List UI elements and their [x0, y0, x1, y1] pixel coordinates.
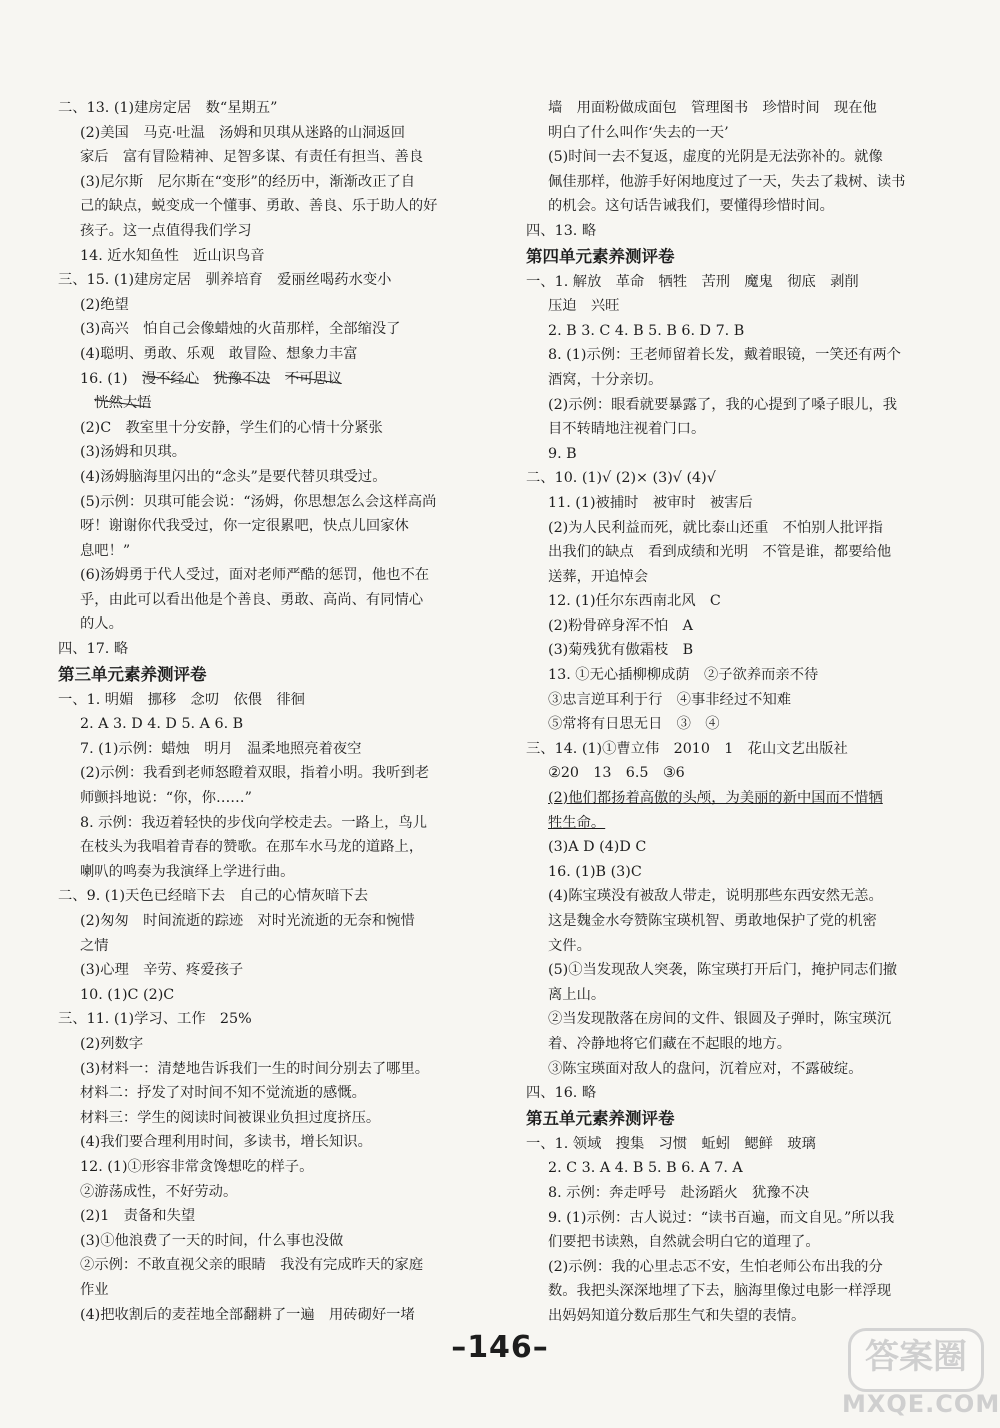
- answer-text: (6)汤姆勇于代人受过，面对老师严酷的惩罚，他也不在: [80, 567, 430, 584]
- answer-line: [58, 367, 462, 392]
- answer-text: (3)心理 辛劳、疼爱孩子: [80, 962, 244, 979]
- answer-line: [58, 712, 462, 737]
- answer-text: 材料二：抒发了对时间不知不觉流逝的感慨。: [80, 1085, 366, 1102]
- answer-text: 出我们的缺点 看到成绩和光明 不管是谁，都要给他: [548, 544, 892, 561]
- crossed-out-text: 漫不经心: [141, 370, 200, 387]
- answer-text: 材料三：学生的阅读时间被课业负担过度挤压。: [80, 1109, 381, 1126]
- answer-line: [526, 737, 922, 762]
- answer-text: 这是魏金水夸赞陈宝瑛机智、勇敢地保护了党的机密: [548, 913, 877, 929]
- answer-text: 第五单元素养测评卷: [526, 1108, 675, 1128]
- answer-line: [526, 1206, 922, 1231]
- crossed-out-word: [213, 371, 270, 387]
- answer-text: 第四单元素养测评卷: [526, 246, 675, 266]
- section-heading: [526, 1106, 922, 1132]
- answer-line: [526, 761, 922, 786]
- answer-line: [58, 219, 462, 244]
- answer-line: [58, 1155, 462, 1180]
- answer-line: [526, 565, 922, 590]
- answer-line: [526, 638, 922, 663]
- answer-text: (4)我们要合理利用时间，多读书，增长知识。: [80, 1134, 372, 1151]
- answer-line: [58, 1032, 462, 1057]
- answer-line: [58, 1007, 462, 1032]
- answer-line: [58, 194, 462, 219]
- answer-text: 离上山。: [548, 986, 606, 1003]
- section-heading: [58, 662, 462, 688]
- answer-text: ②当发现散落在房间的文件、银圆及子弹时，陈宝瑛沉: [548, 1011, 892, 1028]
- answer-text: 目不转睛地注视着门口。: [548, 421, 706, 438]
- answer-line: [526, 811, 922, 836]
- answer-line: [526, 958, 922, 983]
- answer-line: [526, 1032, 922, 1057]
- answer-line: [526, 466, 922, 491]
- answer-line: [526, 1132, 922, 1157]
- answer-text: 佩佳那样，他游手好闲地度过了一天，失去了栽树、读书: [548, 173, 906, 190]
- answer-text: 息吧！”: [80, 542, 131, 559]
- answer-text: (3)材料一：清楚地告诉我们一生的时间分别去了哪里。: [80, 1060, 430, 1077]
- answer-text: 送葬，开追悼会: [548, 568, 649, 585]
- answer-text: ③忠言逆耳利于行 ④事非经过不知难: [548, 691, 792, 708]
- answer-text: (2)他们都扬着高傲的头颅，为美丽的新中国而不惜牺: [548, 790, 883, 807]
- answer-text: (2)绝望: [80, 296, 129, 313]
- answer-text: 三、11. (1)学习、工作 25%: [58, 1011, 252, 1028]
- answer-text: 16. (1): [80, 370, 128, 387]
- answer-text: 家后 富有冒险精神、足智多谋、有责任有担当、善良: [80, 149, 424, 166]
- answer-text: 作业: [80, 1281, 109, 1298]
- answer-text: 16. (1)B (3)C: [548, 863, 642, 880]
- answer-text: ②游荡成性，不好劳动。: [80, 1183, 238, 1200]
- answer-text: 呀！谢谢你代我受过，你一定很累吧，快点儿回家休: [80, 518, 409, 535]
- answer-line: [526, 884, 922, 909]
- answer-text: (3)高兴 怕自己会像蜡烛的火苗那样，全部缩没了: [80, 321, 401, 338]
- answer-line: [58, 1106, 462, 1131]
- answer-line: [526, 1007, 922, 1032]
- answer-text: 9. B: [548, 445, 577, 462]
- answer-line: [58, 490, 462, 515]
- answer-line: [526, 170, 922, 195]
- answer-text: 第三单元素养测评卷: [58, 664, 207, 684]
- answer-text: ⑤常将有日思无日 ③ ④: [548, 716, 720, 733]
- answer-text: 牲生命。: [548, 814, 606, 831]
- answer-line: [58, 514, 462, 539]
- answer-line: [526, 319, 922, 344]
- answer-text: 一、1. 解放 革命 牺牲 苦刑 魔鬼 彻底 剥削: [526, 273, 859, 290]
- answer-line: [526, 1230, 922, 1255]
- answer-text: 出妈妈知道分数后那生气和失望的表情。: [548, 1307, 806, 1324]
- answer-line: [526, 589, 922, 614]
- answer-line: [526, 417, 922, 442]
- answer-text: 之情: [80, 937, 109, 954]
- answer-line: [58, 391, 462, 416]
- answer-line: [526, 393, 922, 418]
- answer-text: 着、冷静地将它们藏在不起眼的地方。: [548, 1035, 792, 1052]
- answer-text: 们要把书读熟，自然就会明白它的道理了。: [548, 1234, 820, 1251]
- answer-text: 压迫 兴旺: [548, 298, 620, 315]
- answer-text: 12. (1)①形容非常贪馋想吃的样子。: [80, 1158, 314, 1175]
- answer-line: [526, 145, 922, 170]
- crossed-out-text: 犹豫不决: [213, 370, 271, 387]
- answer-line: [58, 934, 462, 959]
- answer-text: 9. (1)示例：古人说过：“读书百遍，而文自见。”所以我: [548, 1209, 895, 1226]
- answer-line: [526, 270, 922, 295]
- right-answer-column: [526, 96, 922, 1329]
- answer-text: 喇叭的鸣奏为我演绎上学进行曲。: [80, 863, 295, 880]
- answer-text: 酒窝，十分亲切。: [548, 371, 663, 388]
- answer-line: [526, 1255, 922, 1280]
- answer-text: 的机会。这句话告诫我们，要懂得珍惜时间。: [548, 198, 834, 215]
- answer-line: [58, 342, 462, 367]
- answer-line: [526, 934, 922, 959]
- answer-line: [526, 368, 922, 393]
- answer-line: [526, 540, 922, 565]
- answer-text: (3)A D (4)D C: [548, 839, 647, 856]
- answer-line: [526, 516, 922, 541]
- answer-line: [58, 1204, 462, 1229]
- crossed-out-word: [142, 371, 199, 387]
- answer-text: 在枝头为我唱着青春的赞歌。在那车水马龙的道路上，: [80, 839, 424, 856]
- answer-text: 8. (1)示例：王老师留着长发，戴着眼镜，一笑还有两个: [548, 347, 901, 364]
- answer-text: ②示例：不敢直视父亲的眼睛 我没有完成昨天的家庭: [80, 1257, 424, 1274]
- answer-text: (3)汤姆和贝琪。: [80, 444, 187, 461]
- answer-line: [58, 737, 462, 762]
- answer-text: ②20 13 6.5 ③6: [548, 765, 685, 782]
- answer-line: [58, 983, 462, 1008]
- answer-text: 11. (1)被捕时 被审时 被害后: [548, 494, 753, 511]
- watermark-logo: 答案圈: [848, 1328, 984, 1392]
- answer-text: 二、10. (1)√ (2)× (3)√ (4)√: [526, 470, 716, 487]
- answer-line: [58, 884, 462, 909]
- answer-line: [526, 121, 922, 146]
- answer-text: 2. B 3. C 4. B 5. B 6. D 7. B: [548, 322, 745, 339]
- answer-line: [526, 1181, 922, 1206]
- answer-text: (2)列数字: [80, 1035, 144, 1052]
- answer-text: 10. (1)C (2)C: [80, 986, 175, 1003]
- answer-line: [526, 909, 922, 934]
- answer-text: 2. C 3. A 4. B 5. B 6. A 7. A: [548, 1160, 743, 1177]
- answer-line: [58, 170, 462, 195]
- answer-text: 14. 近水知鱼性 近山识鸟音: [80, 247, 265, 264]
- answer-line: [526, 663, 922, 688]
- crossed-out-word: [94, 395, 151, 411]
- answer-text: 文件。: [548, 937, 591, 954]
- answer-line: [58, 96, 462, 121]
- left-answer-column: [58, 96, 462, 1327]
- answer-line: [58, 1303, 462, 1328]
- answer-text: (4)聪明、勇敢、乐观 敢冒险、想象力丰富: [80, 345, 358, 362]
- answer-line: [526, 786, 922, 811]
- answer-line: [58, 860, 462, 885]
- answer-line: [58, 1081, 462, 1106]
- answer-line: [58, 121, 462, 146]
- answer-line: [58, 688, 462, 713]
- answer-text: ③陈宝瑛面对敌人的盘问，沉着应对，不露破绽。: [548, 1060, 863, 1077]
- answer-line: [58, 465, 462, 490]
- answer-line: [58, 612, 462, 637]
- answer-text: 的人。: [80, 616, 123, 633]
- watermark-url: MXQE.COM: [842, 1390, 1000, 1418]
- answer-text: 三、15. (1)建房定居 驯养培育 爱丽丝喝药水变小: [58, 272, 392, 289]
- answer-line: [526, 860, 922, 885]
- answer-line: [58, 1057, 462, 1082]
- answer-text: (4)汤姆脑海里闪出的“念头”是要代替贝琪受过。: [80, 468, 387, 485]
- answer-line: [526, 712, 922, 737]
- answer-text: (2)为人民利益而死，就比泰山还重 不怕别人批评指: [548, 519, 883, 536]
- page-number: –146–: [451, 1330, 549, 1365]
- answer-text: 墙 用面粉做成面包 管理图书 珍惜时间 现在他: [548, 100, 877, 116]
- answer-text: 三、14. (1)①曹立伟 2010 1 花山文艺出版社: [526, 740, 848, 757]
- answer-line: [58, 1253, 462, 1278]
- answer-text: 己的缺点，蜕变成一个懂事、勇敢、善良、乐于助人的好: [80, 198, 438, 215]
- answer-text: 四、16. 略: [526, 1085, 597, 1102]
- answer-text: 数。我把头深深地埋了下去，脑海里像过电影一样浮现: [548, 1283, 892, 1300]
- answer-text: (2)1 责备和失望: [80, 1208, 196, 1225]
- answer-text: (4)把收割后的麦茬地全部翻耕了一遍 用砖砌好一堵: [80, 1306, 415, 1323]
- answer-text: 乎，由此可以看出他是个善良、勇敢、高尚、有同情心: [80, 591, 424, 608]
- answer-text: (2)粉骨碎身浑不怕 A: [548, 617, 693, 634]
- answer-line: [58, 1130, 462, 1155]
- answer-line: [526, 194, 922, 219]
- answer-line: [58, 539, 462, 564]
- answer-text: 7. (1)示例：蜡烛 明月 温柔地照亮着夜空: [80, 740, 362, 757]
- answer-line: [526, 294, 922, 319]
- answer-line: [58, 244, 462, 269]
- answer-text: 8. 示例：我迈着轻快的步伐向学校走去。一路上，鸟儿: [80, 814, 428, 831]
- answer-line: [526, 1156, 922, 1181]
- answer-text: 明白了什么叫作‘失去的一天’: [548, 124, 729, 141]
- answer-line: [526, 1304, 922, 1329]
- watermark: [842, 1328, 1000, 1424]
- answer-text: (2)美国 马克·吐温 汤姆和贝琪从迷路的山洞返回: [80, 124, 406, 141]
- answer-text: (3)①他浪费了一天的时间，什么事也没做: [80, 1232, 344, 1249]
- answer-text: (2)示例：我的心里忐忑不安，生怕老师公布出我的分: [548, 1258, 883, 1275]
- answer-text: 四、13. 略: [526, 222, 597, 239]
- answer-text: 四、17. 略: [58, 641, 129, 658]
- answer-line: [58, 1229, 462, 1254]
- answer-text: (5)时间一去不复返，虚度的光阴是无法弥补的。就像: [548, 149, 883, 166]
- answer-text: 一、1. 领域 搜集 习惯 蚯蚓 鳃鲜 玻璃: [526, 1135, 816, 1152]
- answer-text: 一、1. 明媚 挪移 念叨 依偎 徘徊: [58, 691, 305, 708]
- answer-line: [58, 145, 462, 170]
- answer-line: [526, 219, 922, 244]
- answer-line: [526, 614, 922, 639]
- answer-line: [526, 343, 922, 368]
- answer-line: [58, 909, 462, 934]
- answer-text: 师颤抖地说：“你，你……”: [80, 790, 252, 807]
- answer-line: [58, 958, 462, 983]
- answer-line: [58, 637, 462, 662]
- crossed-out-text: 不可思议: [284, 370, 342, 387]
- answer-text: (3)菊残犹有傲霜枝 B: [548, 642, 694, 659]
- answer-line: [58, 416, 462, 441]
- answer-text: 8. 示例：奔走呼号 赴汤蹈火 犹豫不决: [548, 1184, 810, 1201]
- answer-line: [58, 563, 462, 588]
- answer-text: 12. (1)任尔东西南北风 C: [548, 593, 721, 610]
- answer-line: [526, 1057, 922, 1082]
- answer-line: [58, 1278, 462, 1303]
- answer-line: [526, 688, 922, 713]
- answer-text: 孩子。这一点值得我们学习: [80, 222, 252, 239]
- answer-line: [58, 293, 462, 318]
- answer-text: (3)尼尔斯 尼尔斯在“变形”的经历中，渐渐改正了自: [80, 173, 416, 190]
- answer-line: [58, 811, 462, 836]
- answer-line: [58, 440, 462, 465]
- answer-line: [526, 835, 922, 860]
- answer-text: 2. A 3. D 4. D 5. A 6. B: [80, 716, 244, 733]
- section-heading: [526, 244, 922, 270]
- answer-line: [526, 1279, 922, 1304]
- answer-line: [58, 317, 462, 342]
- answer-line: [526, 96, 922, 121]
- answer-line: [526, 442, 922, 467]
- answer-text: (5)①当发现敌人突袭，陈宝瑛打开后门，掩护同志们撤: [548, 962, 898, 979]
- answer-line: [58, 761, 462, 786]
- answer-line: [526, 491, 922, 516]
- crossed-out-word: [285, 371, 342, 387]
- answer-line: [58, 786, 462, 811]
- answer-text: 二、9. (1)天色已经暗下去 自己的心情灰暗下去: [58, 888, 369, 905]
- answer-text: (2)匆匆 时间流逝的踪迹 对时光流逝的无奈和惋惜: [80, 913, 415, 929]
- answer-text: 二、13. (1)建房定居 数“星期五”: [58, 100, 278, 116]
- answer-line: [58, 1180, 462, 1205]
- answer-line: [58, 588, 462, 613]
- answer-text: (5)示例：贝琪可能会说：“汤姆，你思想怎么会这样高尚: [80, 493, 437, 510]
- answer-line: [58, 835, 462, 860]
- answer-line: [526, 1081, 922, 1106]
- answer-text: (2)示例：眼看就要暴露了，我的心提到了嗓子眼儿，我: [548, 396, 898, 413]
- answer-text: 13. ①无心插柳柳成荫 ②子欲养而亲不待: [548, 667, 819, 684]
- answer-text: (2)C 教室里十分安静，学生们的心情十分紧张: [80, 419, 383, 436]
- answer-line: [58, 268, 462, 293]
- crossed-out-text: 恍然大悟: [94, 395, 152, 412]
- answer-text: (4)陈宝瑛没有被敌人带走，说明那些东西安然无恙。: [548, 888, 883, 905]
- answer-text: (2)示例：我看到老师怒瞪着双眼，指着小明。我听到老: [80, 765, 430, 782]
- answer-line: [526, 983, 922, 1008]
